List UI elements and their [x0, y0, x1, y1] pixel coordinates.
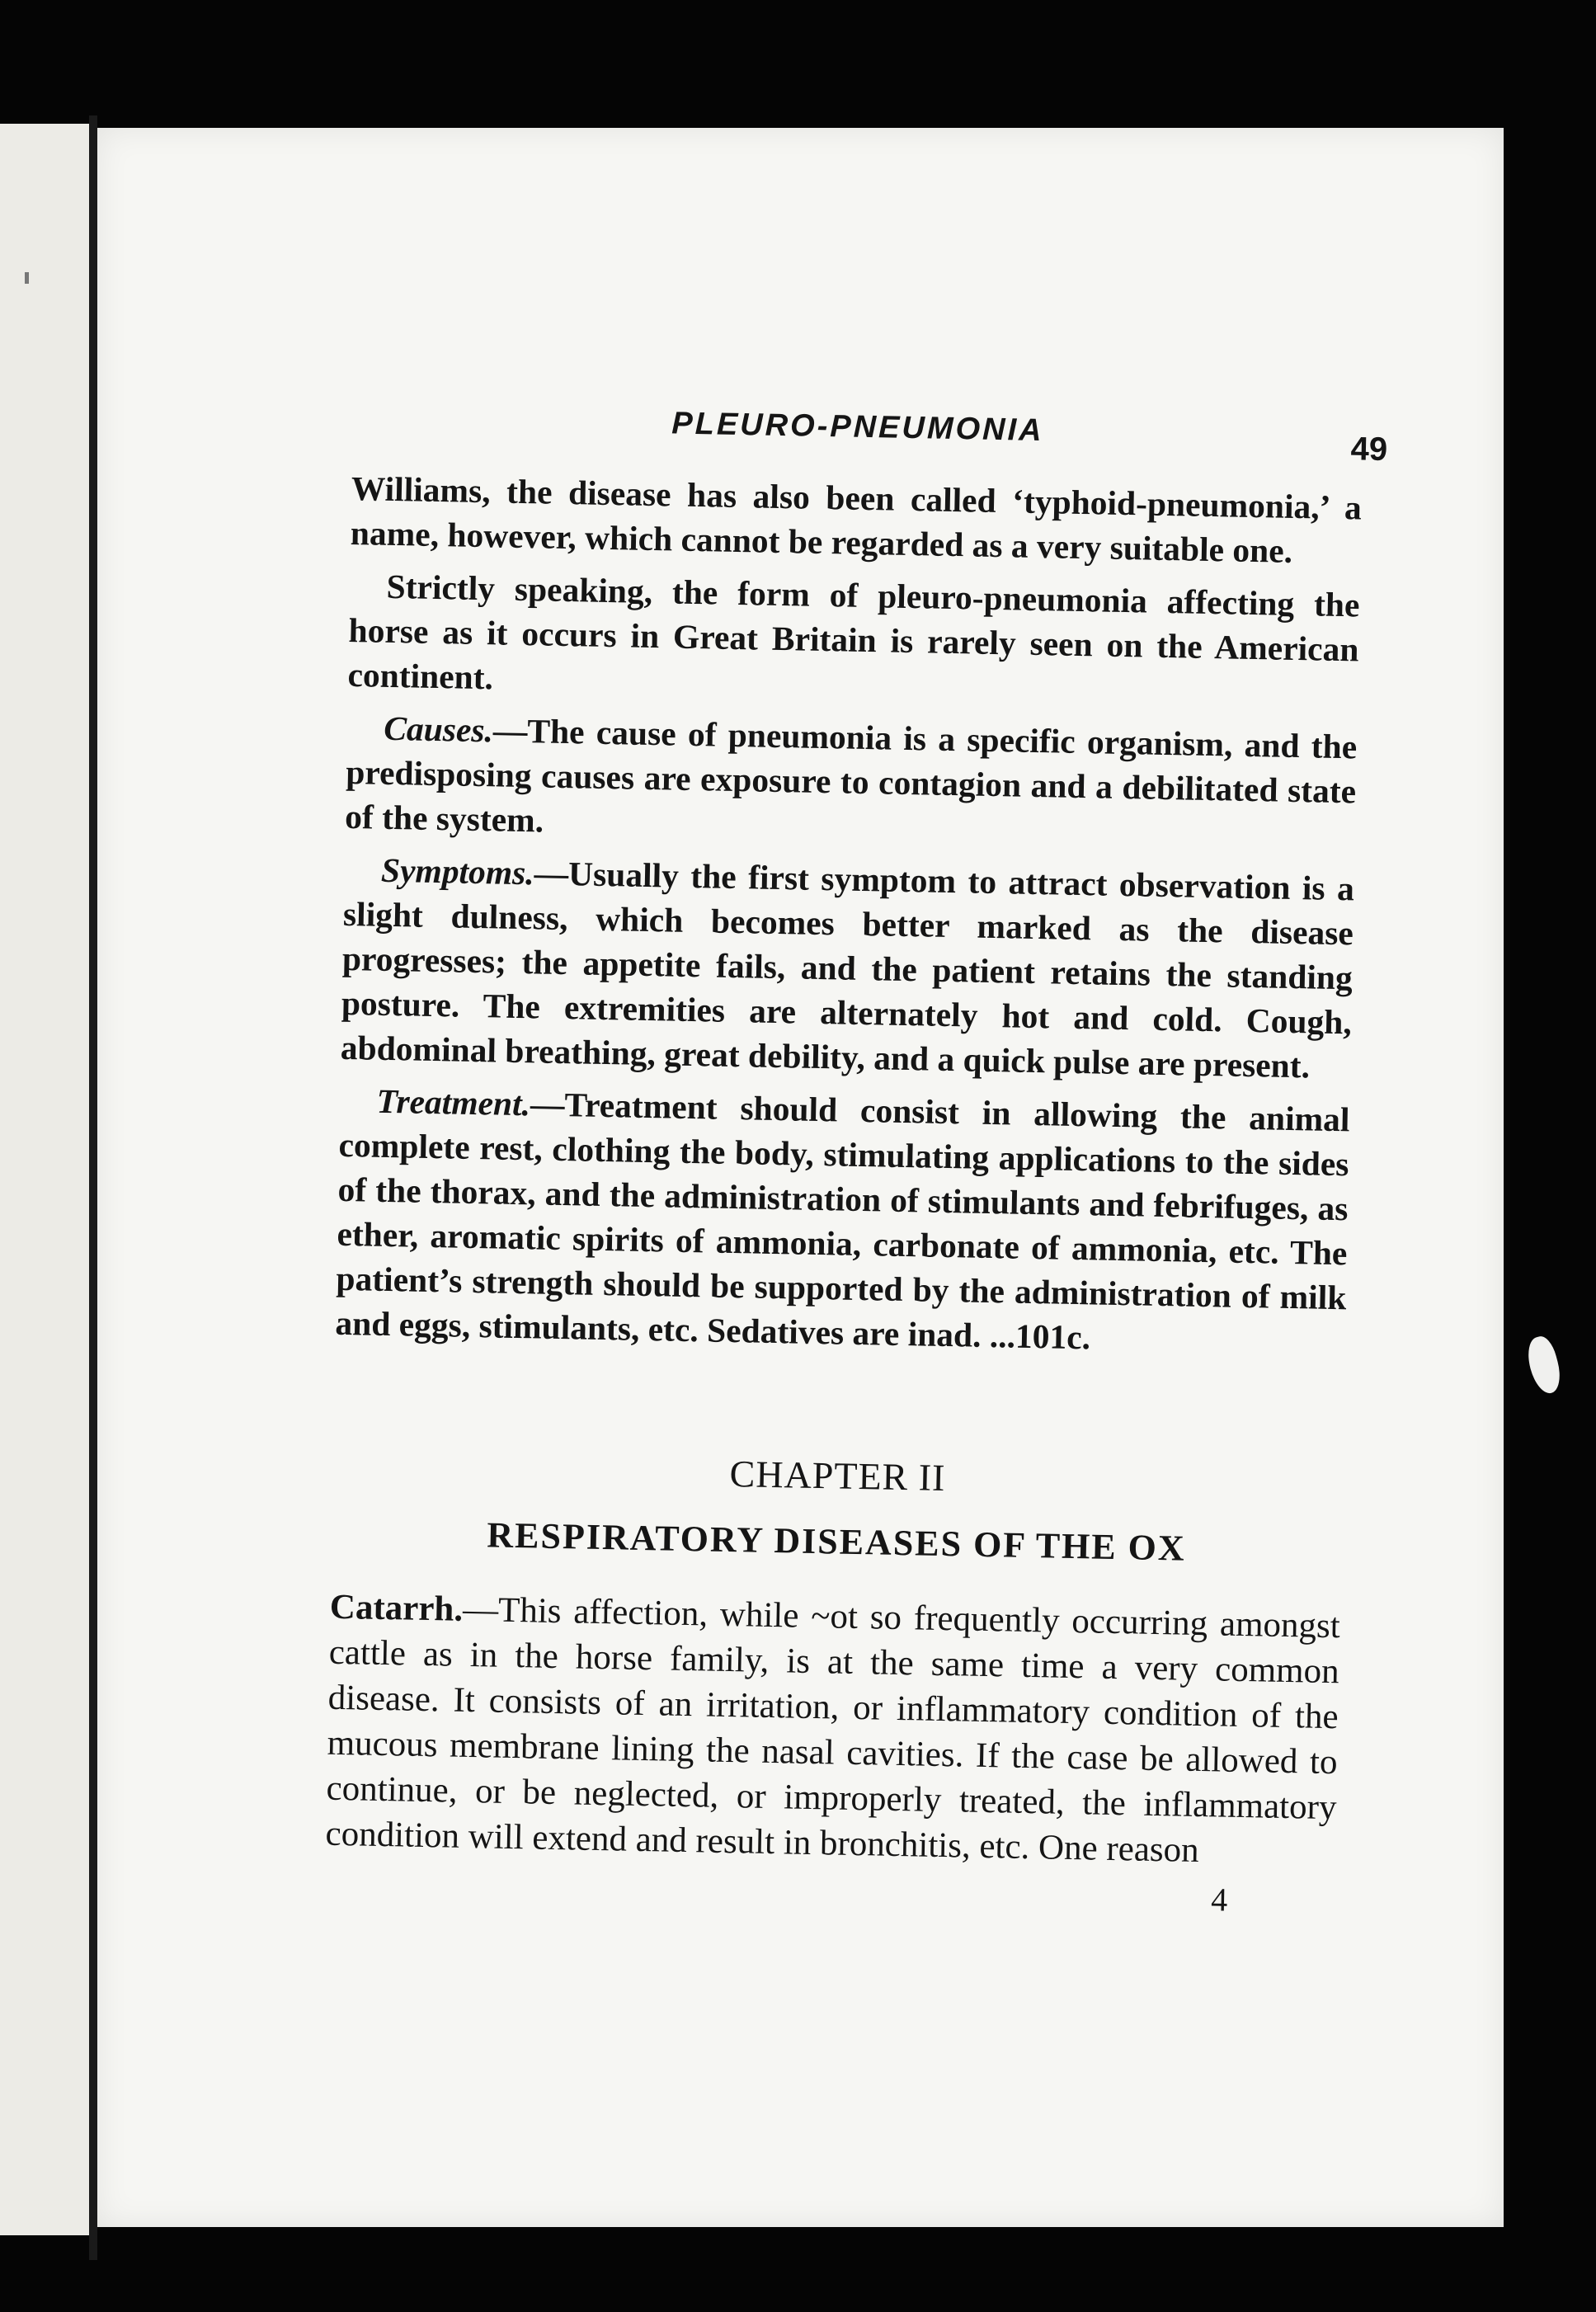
chapter-number: CHAPTER II	[729, 1453, 946, 1500]
paragraph-catarrh	[325, 1584, 1340, 1876]
section-lead-causes: Causes.	[383, 709, 494, 750]
book-gutter	[89, 115, 97, 2260]
paragraph-text: Williams, the disease has also been called ‘typhoid-pneumonia,’ a name, however, which cannot be regarded as a very suitable one.	[350, 469, 1363, 570]
signature-mark: 4	[1210, 1881, 1228, 1919]
running-title: PLEURO-PNEUMONIA	[671, 406, 1044, 449]
margin-speck	[25, 272, 29, 284]
book-page	[97, 128, 1504, 2227]
page-number: 49	[1350, 431, 1388, 469]
text-block	[324, 400, 1388, 1921]
left-page-edge	[0, 124, 89, 2235]
paragraph-text: —Treatment should consist in allowing the animal complete rest, clothing the body, stimulating applications to the sides of the thorax, and the administration of stimulants and febrifuges, as ether, aromatic spirits of ammonia, carbonate of ammonia, etc. The patient’s strength should be supported by the administration of milk and eggs, stimulants, etc. Sedatives are inad. ...101c.	[335, 1085, 1350, 1357]
chapter-title: RESPIRATORY DISEASES OF THE OX	[486, 1514, 1187, 1569]
paragraph-text: —The cause of pneumonia is a specific organism, and the predisposing causes are exposure to contagion and a debilitated state of the system.	[344, 711, 1358, 840]
section-lead-symptoms: Symptoms.	[380, 850, 535, 892]
section-lead-catarrh: Catarrh.	[329, 1587, 464, 1629]
paragraph-symptoms	[340, 847, 1354, 1089]
paragraph-text: —This affection, while ~ot so frequently occurring amongst cattle as in the horse family, is at the same time a very common disease. It consists of an irritation, or inflammatory condition of the mucous membrane lining the nasal cavities. If the case be allowed to continue, or be neglected, or improperly treated, the inflammatory condition will extend and result in bronchitis, etc. One reason	[325, 1589, 1341, 1871]
section-lead-treatment: Treatment.	[376, 1081, 531, 1123]
page-edge-tear	[1523, 1334, 1565, 1396]
paragraph-causes	[345, 705, 1358, 858]
paragraph-treatment	[335, 1078, 1350, 1364]
paragraph-text: Strictly speaking, the form of pleuro-pneumonia affecting the horse as it occurs in Great Britain is rarely seen on the American continent.	[347, 567, 1360, 697]
paragraph-strictly-speaking	[347, 563, 1360, 716]
paragraph-text: —Usually the first symptom to attract observation is a slight dulness, which becomes better marked as the disease progresses; the appetite fails, and the patient retains the standing posture. The extremities are alternately hot and cold. Cough, abdominal breathing, great debility, and a quick pulse are present.	[340, 854, 1355, 1085]
